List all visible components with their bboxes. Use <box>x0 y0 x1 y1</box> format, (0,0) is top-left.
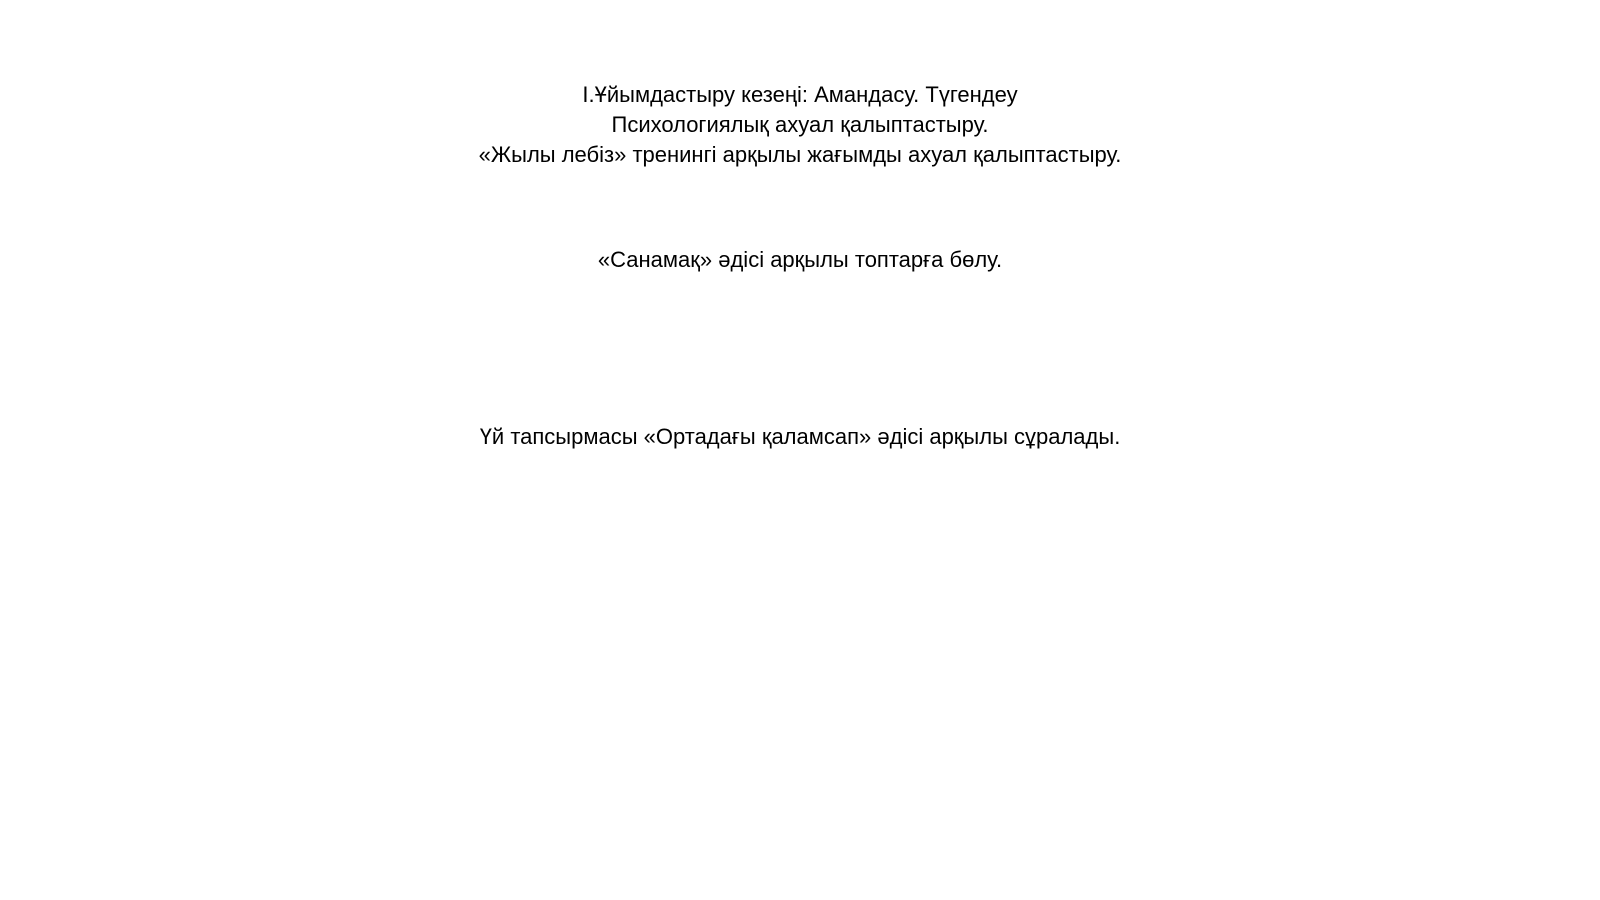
homework-line: Үй тапсырмасы «Ортадағы қаламсап» әдісі арқылы сұралады. <box>479 424 1121 449</box>
organizational-stage-heading: І.Ұйымдастыру кезеңі: Амандасу. Түгендеу <box>582 82 1018 107</box>
warm-words-training-line: «Жылы лебіз» тренингі арқылы жағымды ахуал қалыптастыру. <box>478 142 1122 167</box>
psychological-climate-line: Психологиялық ахуал қалыптастыру. <box>611 112 989 137</box>
group-division-line: «Санамақ» әдісі арқылы топтарға бөлу. <box>597 247 1003 272</box>
